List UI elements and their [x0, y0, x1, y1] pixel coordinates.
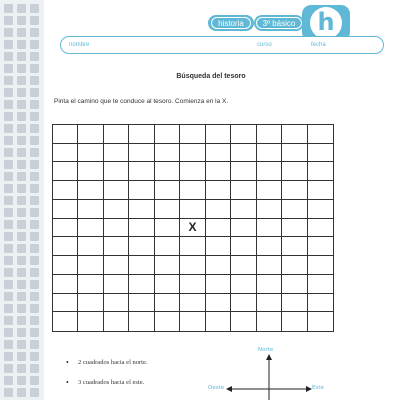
binding-square: [4, 220, 13, 229]
grid-cell[interactable]: [257, 312, 282, 331]
grid-cell[interactable]: [282, 312, 307, 331]
grid-cell[interactable]: [231, 181, 256, 200]
binding-square: [17, 88, 26, 97]
binding-square: [17, 376, 26, 385]
grid-cell[interactable]: [206, 237, 231, 256]
binding-square: [4, 64, 13, 73]
grid-cell[interactable]: [308, 125, 333, 144]
grid-cell[interactable]: [104, 144, 129, 163]
compass-east-label: Este: [312, 385, 324, 391]
binding-strip: [0, 0, 44, 400]
grid-cell[interactable]: [104, 219, 129, 238]
grid-cell[interactable]: [78, 144, 103, 163]
binding-square: [17, 16, 26, 25]
binding-square: [17, 220, 26, 229]
grid-cell[interactable]: [231, 256, 256, 275]
grid-cell[interactable]: [231, 162, 256, 181]
grid-cell[interactable]: [282, 256, 307, 275]
grid-cell[interactable]: [53, 162, 78, 181]
binding-square: [30, 352, 39, 361]
binding-square: [17, 136, 26, 145]
compass-north-label: Norte: [258, 347, 274, 353]
grid-cell[interactable]: [104, 181, 129, 200]
step-item: • 3 cuadrados hacia el este.: [66, 379, 147, 386]
grid-cell[interactable]: [180, 275, 205, 294]
grid-cell[interactable]: [129, 200, 154, 219]
binding-square: [17, 64, 26, 73]
grid-cell[interactable]: [231, 125, 256, 144]
binding-square: [30, 184, 39, 193]
grid-cell[interactable]: [53, 312, 78, 331]
treasure-grid: [52, 124, 334, 332]
binding-square: [4, 112, 13, 121]
grid-cell[interactable]: [257, 200, 282, 219]
grid-cell[interactable]: [308, 294, 333, 313]
binding-square: [4, 232, 13, 241]
binding-square: [17, 52, 26, 61]
grid-cell[interactable]: [104, 294, 129, 313]
grid-cell[interactable]: [180, 181, 205, 200]
binding-square: [4, 196, 13, 205]
grid-cell[interactable]: [308, 144, 333, 163]
grid-cell[interactable]: [104, 256, 129, 275]
grid-cell[interactable]: [78, 200, 103, 219]
binding-square: [4, 40, 13, 49]
grid-cell[interactable]: [206, 200, 231, 219]
grid-cell[interactable]: [257, 294, 282, 313]
date-label: fecha: [311, 42, 326, 48]
grid-cell[interactable]: [231, 219, 256, 238]
binding-square: [30, 244, 39, 253]
binding-square: [17, 40, 26, 49]
grid-cell[interactable]: [155, 275, 180, 294]
binding-square: [30, 4, 39, 13]
binding-square: [30, 100, 39, 109]
binding-square: [17, 124, 26, 133]
grid-cell[interactable]: [104, 162, 129, 181]
grid-cell[interactable]: [78, 294, 103, 313]
grid-cell[interactable]: [257, 181, 282, 200]
binding-square: [4, 352, 13, 361]
binding-square: [4, 304, 13, 313]
binding-square: [17, 160, 26, 169]
grid-cell[interactable]: [206, 294, 231, 313]
grid-cell[interactable]: [129, 219, 154, 238]
grid-cell[interactable]: [104, 125, 129, 144]
binding-square: [30, 340, 39, 349]
binding-square: [30, 28, 39, 37]
grade-tag: [254, 15, 304, 31]
grid-cell[interactable]: [155, 200, 180, 219]
start-mark: X: [188, 220, 197, 235]
grid-cell[interactable]: [282, 294, 307, 313]
subject-label: historia: [211, 17, 251, 29]
grid-cell[interactable]: [308, 219, 333, 238]
grid-cell[interactable]: [206, 256, 231, 275]
binding-square: [17, 316, 26, 325]
binding-square: [17, 340, 26, 349]
grid-cell[interactable]: [129, 125, 154, 144]
steps-list: [66, 359, 147, 399]
grid-cell[interactable]: [155, 294, 180, 313]
grid-cell[interactable]: [180, 125, 205, 144]
binding-square: [4, 136, 13, 145]
grid-cell[interactable]: [129, 256, 154, 275]
grid-cell[interactable]: [282, 181, 307, 200]
grid-cell[interactable]: [180, 144, 205, 163]
grid-cell[interactable]: [78, 219, 103, 238]
grid-cell[interactable]: [180, 200, 205, 219]
grid-cell[interactable]: [231, 200, 256, 219]
grid-cell[interactable]: [104, 200, 129, 219]
binding-square: [30, 16, 39, 25]
grid-cell[interactable]: [308, 256, 333, 275]
grid-cell[interactable]: [206, 162, 231, 181]
grid-cell[interactable]: [53, 256, 78, 275]
binding-square: [17, 244, 26, 253]
grid-cell[interactable]: [282, 162, 307, 181]
worksheet-instruction: Pinta el camino que te conduce al tesoro. Comienza en la X.: [54, 98, 229, 105]
binding-square: [4, 160, 13, 169]
binding-square: [17, 292, 26, 301]
binding-square: [4, 184, 13, 193]
grid-cell[interactable]: [231, 144, 256, 163]
grid-cell[interactable]: [78, 312, 103, 331]
binding-square: [17, 196, 26, 205]
grid-cell[interactable]: [129, 237, 154, 256]
grid-cell[interactable]: [282, 144, 307, 163]
grid-cell[interactable]: [180, 219, 205, 238]
logo-letter: h: [317, 8, 335, 36]
grid-cell[interactable]: [206, 312, 231, 331]
grid-cell[interactable]: [155, 181, 180, 200]
grid-cell[interactable]: [308, 237, 333, 256]
binding-square: [17, 328, 26, 337]
binding-square: [30, 280, 39, 289]
grid-cell[interactable]: [206, 181, 231, 200]
binding-square: [4, 292, 13, 301]
grid-cell[interactable]: [53, 219, 78, 238]
binding-square: [17, 112, 26, 121]
binding-square: [4, 4, 13, 13]
grid-cell[interactable]: [78, 237, 103, 256]
grid-cell[interactable]: [129, 144, 154, 163]
grid-cell[interactable]: [308, 181, 333, 200]
binding-square: [30, 328, 39, 337]
grid-cell[interactable]: [308, 162, 333, 181]
binding-square: [30, 136, 39, 145]
grid-cell[interactable]: [206, 275, 231, 294]
grid-cell[interactable]: [206, 125, 231, 144]
grid-cell[interactable]: [308, 200, 333, 219]
binding-square: [17, 148, 26, 157]
binding-square: [30, 40, 39, 49]
binding-square: [17, 28, 26, 37]
grid-cell[interactable]: [155, 219, 180, 238]
grid-cell[interactable]: [155, 237, 180, 256]
binding-square: [17, 256, 26, 265]
grid-cell[interactable]: [155, 125, 180, 144]
grid-cell[interactable]: [78, 162, 103, 181]
binding-square: [17, 280, 26, 289]
grid-cell[interactable]: [231, 294, 256, 313]
binding-square: [30, 220, 39, 229]
grid-cell[interactable]: [53, 144, 78, 163]
binding-square: [30, 160, 39, 169]
course-label: curso: [257, 42, 272, 48]
grid-cell[interactable]: [206, 144, 231, 163]
binding-square: [4, 208, 13, 217]
binding-square: [4, 100, 13, 109]
logo-circle: [310, 7, 342, 39]
grid-cell[interactable]: [180, 162, 205, 181]
binding-square: [4, 280, 13, 289]
binding-square: [30, 112, 39, 121]
grid-cell[interactable]: [129, 294, 154, 313]
binding-square: [17, 232, 26, 241]
grid-cell[interactable]: [155, 162, 180, 181]
name-label: nombre: [69, 42, 90, 48]
grid-cell[interactable]: [282, 275, 307, 294]
binding-square: [4, 52, 13, 61]
grid-cell[interactable]: [53, 237, 78, 256]
grid-cell[interactable]: [282, 237, 307, 256]
grid-cell[interactable]: [78, 125, 103, 144]
grid-cell[interactable]: [129, 181, 154, 200]
binding-square: [17, 4, 26, 13]
binding-square: [4, 328, 13, 337]
grid-cell[interactable]: [231, 312, 256, 331]
binding-square: [17, 304, 26, 313]
grid-cell[interactable]: [104, 312, 129, 331]
binding-square: [30, 64, 39, 73]
grid-cell[interactable]: [53, 200, 78, 219]
binding-square: [17, 352, 26, 361]
grid-cell[interactable]: [53, 294, 78, 313]
grid-cell[interactable]: [257, 237, 282, 256]
binding-square: [4, 256, 13, 265]
binding-square: [30, 304, 39, 313]
grid-cell[interactable]: [180, 237, 205, 256]
compass-west-label: Oeste: [208, 385, 225, 391]
binding-square: [4, 244, 13, 253]
binding-square: [17, 268, 26, 277]
grade-label: 3º básico: [256, 17, 303, 29]
grid-cell[interactable]: [282, 125, 307, 144]
grid-cell[interactable]: [231, 275, 256, 294]
binding-square: [17, 388, 26, 397]
worksheet-title: Búsqueda del tesoro: [176, 73, 246, 80]
grid-cell[interactable]: [180, 256, 205, 275]
binding-square: [30, 208, 39, 217]
grid-cell[interactable]: [53, 275, 78, 294]
binding-square: [4, 148, 13, 157]
binding-square: [17, 208, 26, 217]
binding-square: [4, 340, 13, 349]
grid-cell[interactable]: [78, 181, 103, 200]
binding-square: [4, 88, 13, 97]
grid-cell[interactable]: [104, 237, 129, 256]
grid-cell[interactable]: [257, 219, 282, 238]
grid-cell[interactable]: [155, 312, 180, 331]
grid-cell[interactable]: [129, 275, 154, 294]
binding-square: [30, 124, 39, 133]
binding-square: [30, 292, 39, 301]
binding-square: [4, 268, 13, 277]
binding-square: [4, 124, 13, 133]
binding-square: [30, 364, 39, 373]
grid-cell[interactable]: [129, 312, 154, 331]
grid-cell[interactable]: [308, 275, 333, 294]
student-info-bar: [60, 36, 384, 54]
grid-cell[interactable]: [282, 219, 307, 238]
grid-cell[interactable]: [257, 256, 282, 275]
grid-cell[interactable]: [257, 144, 282, 163]
grid-cell[interactable]: [180, 294, 205, 313]
binding-square: [17, 100, 26, 109]
binding-square: [30, 376, 39, 385]
binding-square: [30, 268, 39, 277]
grid-cell[interactable]: [53, 181, 78, 200]
subject-tag: [208, 15, 254, 31]
grid-cell[interactable]: [257, 125, 282, 144]
grid-cell[interactable]: [155, 144, 180, 163]
grid-cell[interactable]: [129, 162, 154, 181]
binding-square: [4, 172, 13, 181]
compass-arrows-icon: [226, 354, 312, 400]
grid-cell[interactable]: [308, 312, 333, 331]
grid-cell[interactable]: [206, 219, 231, 238]
binding-square: [4, 28, 13, 37]
step-item: • 2 cuadrados hacia el norte.: [66, 359, 147, 366]
binding-square: [30, 256, 39, 265]
grid-cell[interactable]: [257, 162, 282, 181]
binding-square: [17, 184, 26, 193]
binding-square: [4, 388, 13, 397]
binding-square: [30, 196, 39, 205]
grid-cell[interactable]: [231, 237, 256, 256]
binding-square: [4, 16, 13, 25]
grid-cell[interactable]: [282, 200, 307, 219]
grid-cell[interactable]: [53, 125, 78, 144]
binding-square: [17, 172, 26, 181]
grid-cell[interactable]: [257, 275, 282, 294]
binding-square: [4, 376, 13, 385]
binding-square: [30, 148, 39, 157]
grid-cell[interactable]: [180, 312, 205, 331]
grid-cell[interactable]: [78, 256, 103, 275]
grid-cell[interactable]: [78, 275, 103, 294]
binding-square: [4, 364, 13, 373]
binding-square: [4, 316, 13, 325]
binding-square: [17, 364, 26, 373]
binding-square: [30, 52, 39, 61]
binding-square: [30, 388, 39, 397]
binding-square: [30, 316, 39, 325]
binding-square: [30, 232, 39, 241]
binding-square: [30, 88, 39, 97]
grid-cell[interactable]: [155, 256, 180, 275]
grid-cell[interactable]: [104, 275, 129, 294]
binding-square: [30, 172, 39, 181]
